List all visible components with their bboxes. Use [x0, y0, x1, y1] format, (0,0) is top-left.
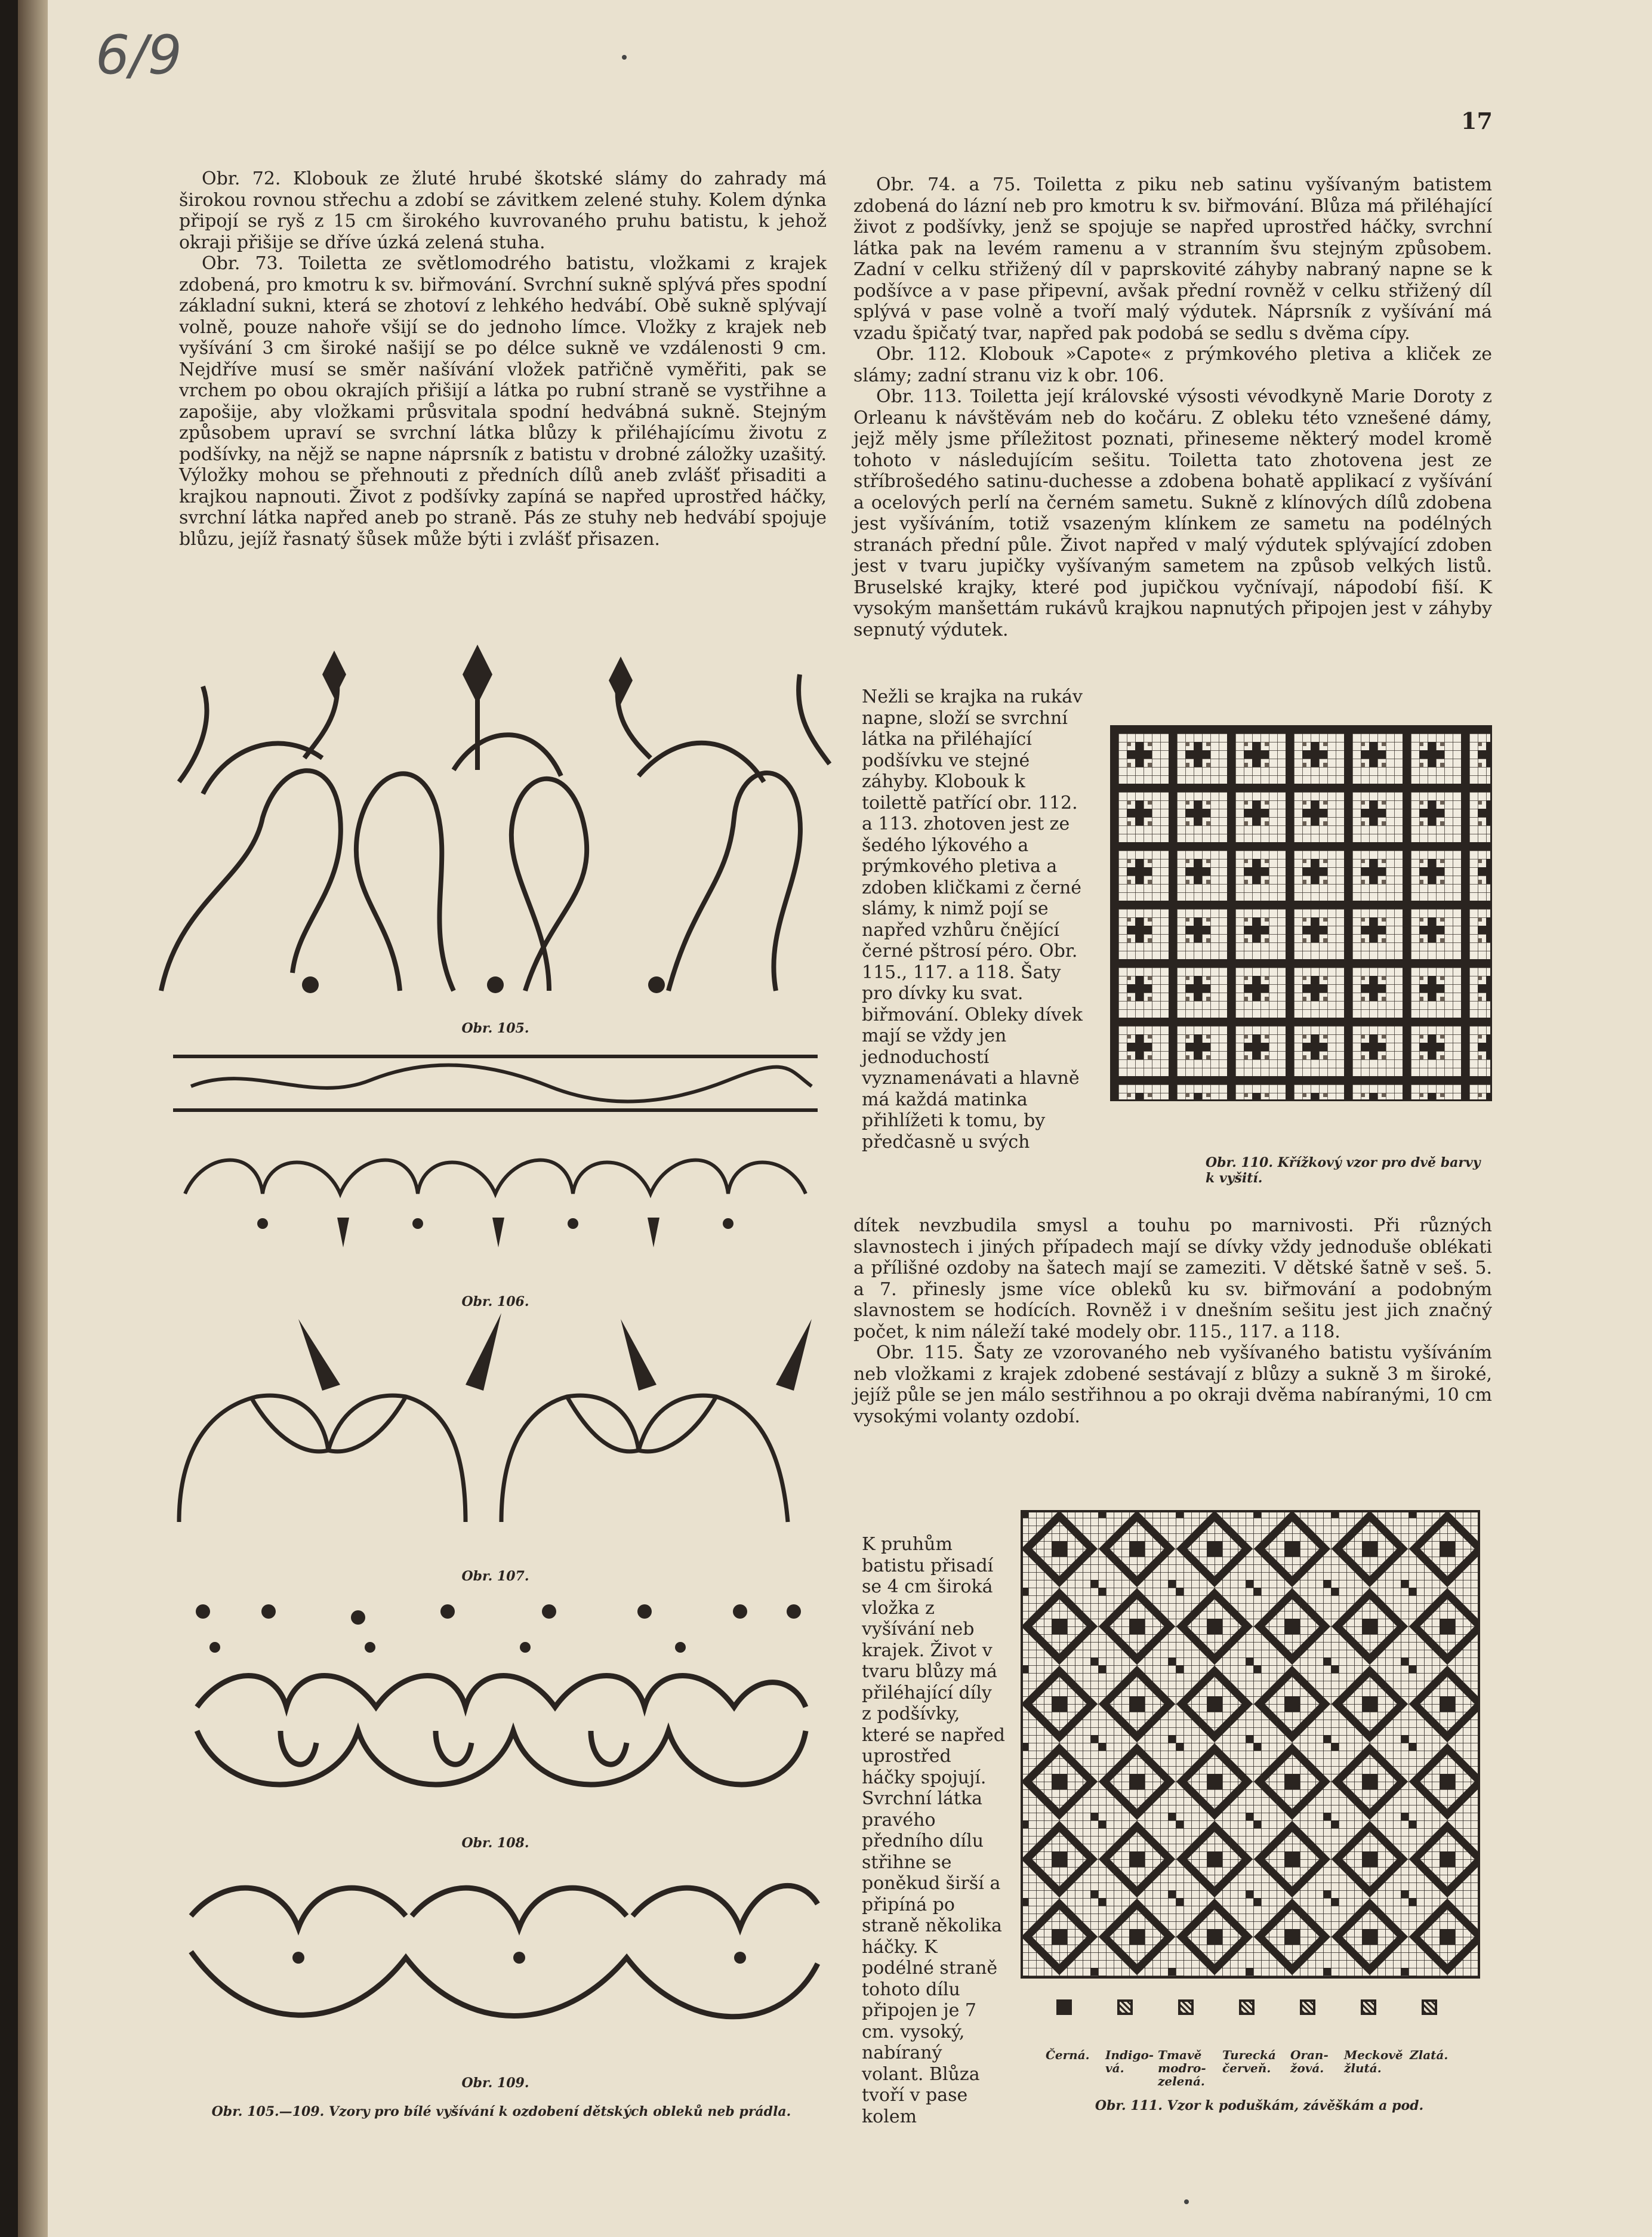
decorative-dot — [622, 55, 627, 60]
page-spine — [18, 0, 48, 2237]
page-number: 17 — [1461, 107, 1493, 134]
right-text-full-width — [853, 1215, 1492, 1427]
embroidery-pattern-fig107 — [167, 1307, 824, 1534]
legend-label-moss-yellow: Meckově žlutá. — [1344, 2048, 1403, 2075]
legend-symbol-orange — [1300, 1999, 1315, 2015]
left-text-column — [179, 168, 827, 550]
caption-fig111: Obr. 111. Vzor k poduškám, závěškám a pod. — [1095, 2098, 1424, 2113]
cross-stitch-pattern-fig110 — [1110, 725, 1492, 1101]
legend-symbol-indigo — [1117, 1999, 1133, 2015]
legend-label-gold: Zlatá. — [1410, 2048, 1448, 2062]
legend-label-black: Černá. — [1046, 2048, 1090, 2062]
legend-symbol-dark-blue-green — [1178, 1999, 1194, 2015]
paragraph-narrow-2: K pruhům batistu přisadí se 4 cm široká vložka z vyšívání neb krajek. Život v tvaru blůzy má přiléhající díly z podšívky, které se napřed uprostřed háčky spojují. Svrchní látka pravého předního dílu střihne se poněkud širší a připíná po straně několika háčky. K podélné straně tohoto dílu připojen je 7 cm. vysoký, nabíraný volant. Blůza tvoří v pase kolem — [862, 1534, 1006, 2127]
right-text-column-top — [853, 174, 1492, 640]
decorative-dot — [1184, 2199, 1189, 2204]
legend-symbol-moss-yellow — [1361, 1999, 1376, 2015]
paragraph-obr-74-75: Obr. 74. a 75. Toiletta z piku neb satinu vyšívaným batistem zdobená do lázní neb pro kmotru k sv. biřmování. Blůza má přiléhající život z podšívky, jenž se spojuje se napřed uprostřed háčky, svrchní látka pak na levém ramenu a v stranním švu stejným způsobem. Zadní v celku střižený díl v paprskovité záhyby nabraný napne se k podšívce a v pase připevní, avšak přední rovněž v celku střižený díl splývá v pase volně a tvoří malý výdutek. Náprsník z vyšívání má vzadu špičatý tvar, napřed pak podobá se sedlu s dvěma cípy. — [853, 174, 1492, 344]
paragraph-obr-72: Obr. 72. Klobouk ze žluté hrubé škotské slámy do zahrady má širokou rovnou střechu a zdobí se závitkem zelené stuhy. Kolem dýnka připojí se ryš z 15 cm širokého kuvrovaného pruhu batistu, k jehož okraji přišije se dříve úzká zelená stuha. — [179, 168, 827, 253]
caption-fig110: Obr. 110. Křížkový vzor pro dvě barvy k vyšití. — [1206, 1155, 1481, 1186]
embroidery-pattern-fig106 — [167, 1044, 824, 1259]
paragraph-obr-112: Obr. 112. Klobouk »Capote« z prýmkového pletiva a kliček ze slámy; zadní stranu viz k obr. 106. — [853, 344, 1492, 386]
narrow-text-column-2 — [862, 1534, 1005, 2127]
caption-fig105-109: Obr. 105.—109. Vzory pro bílé vyšívání k ozdobení dětských obleků neb prádla. — [211, 2104, 791, 2119]
embroidery-pattern-fig105 — [143, 639, 836, 1003]
legend-label-orange: Oran-žová. — [1290, 2048, 1329, 2075]
legend-label-indigo: Indigo-vá. — [1105, 2048, 1154, 2075]
caption-fig105: Obr. 105. — [461, 1021, 529, 1036]
narrow-text-column-1 — [862, 686, 1089, 1153]
cushion-pattern-fig111 — [1021, 1510, 1480, 1979]
caption-fig108: Obr. 108. — [461, 1835, 529, 1851]
paragraph-obr-73: Obr. 73. Toiletta ze světlomodrého batistu, vložkami z krajek zdobená, pro kmotru k sv. biřmování. Svrchní sukně splývá přes spodní základní sukni, která se zhotoví z lehkého hedvábí. Obě sukně splývají volně, pouze nahoře všijí se do jednoho límce. Vložky z krajek neb vyšívání 3 cm široké našijí se po délce sukně ve vzdálenosti 9 cm. Nejdříve musí se směr našívání vložek patřičně vyměřiti, pak se vrchem po obou okrajích přišijí a látka po rubní straně se vystřihne a zapošije, aby vložkami průsvitala spodní hedvábná sukně. Stejným způsobem upraví se svrchní látka blůzy k přiléhajícímu životu z podšívky, na nějž se napne náprsník z batistu v drobné záložky uzašitý. Výložky mohou se přehnouti z předních dílů aneb zvlášť přisaditi a krajkou napnouti. Život z podšívky zapíná se napřed uprostřed háčky, svrchní látka napřed aneb po straně. Pás ze stuhy neb hedvábí spojuje blůzu, jejíž řasnatý šůsek může býti i zvlášť přisazen. — [179, 253, 827, 550]
paragraph-narrow-1: Nežli se krajka na rukáv napne, složí se svrchní látka na přiléhající podšívku ve stejné záhyby. Klobouk k toilettě patřící obr. 112. a 113. zhotoven jest ze šedého lýkového a prýmkového pletiva a zdoben kličkami z černé slámy, k nimž pojí se napřed vzhůru čnějící černé pštrosí péro. Obr. 115., 117. a 118. Šaty pro dívky ku svat. biřmování. Obleky dívek mají se vždy jen jednoduchostí vyznamenávati a hlavně má každá matinka přihlížeti k tomu, by předčasně u svých — [862, 686, 1083, 1153]
legend-symbol-turkish-red — [1239, 1999, 1255, 2015]
legend-label-dark-blue-green: Tmavě modro-zelená. — [1158, 2048, 1206, 2088]
paragraph-obr-115: Obr. 115. Šaty ze vzorovaného neb vyšívaného batistu vyšíváním neb vložkami z krajek zdobené sestávají z blůzy a sukně 3 m široké, jejíž půle se jen málo sestřihnou a po okraji dvěma nabíranými, 10 cm vysokými volanty ozdobí. — [853, 1342, 1492, 1427]
embroidery-pattern-fig109 — [179, 1856, 824, 2053]
legend-symbol-gold — [1422, 1999, 1437, 2015]
caption-fig109: Obr. 109. — [461, 2075, 529, 2091]
paragraph-continuation: dítek nevzbudila smysl a touhu po marnivosti. Při různých slavnostech i jiných případech mají se dívky vždy jednoduše oblékati a přílišné ozdoby na šatech mají se zameziti. V dětské šatně v seš. 5. a 7. přinesly jsme více obleků ku sv. biřmování a podobným slavnostem se hodících. Rovněž i v dnešním sešitu jest jich značný počet, k nim náleží také modely obr. 115., 117. a 118. — [853, 1215, 1492, 1342]
paragraph-obr-113: Obr. 113. Toiletta její královské výsosti vévodkyně Marie Doroty z Orleanu k návštěvám neb do kočáru. Z obleku této vznešené dámy, jejž měly jsme příležitost poznati, přineseme některý model kromě tohoto v následujícím sešitu. Toiletta tato zhotovena jest ze stříbrošedého satinu-duchesse a zdobena bohatě applikací z vyšívání a ocelových perlí na černém sametu. Sukně z klínových dílů zdobena jest vyšíváním, totiž vsazeným klínkem ze sametu na podélných stranách přední půle. Život napřed v malý výdutek splývající zdoben jest v tvaru jupičky vyšívaným sametem na způsob velkých listů. Bruselské krajky, které pod jupičkou vyčnívají, nápodobí fiší. K vysokým manšettám rukávů krajkou napnutých připojen jest v záhyby sepnutý výdutek. — [853, 386, 1492, 640]
handwritten-note: 6/9 — [95, 24, 182, 87]
legend-label-turkish-red: Turecká červeň. — [1222, 2048, 1276, 2075]
legend-symbol-black — [1056, 1999, 1072, 2015]
caption-fig107: Obr. 107. — [461, 1569, 529, 1584]
caption-fig106: Obr. 106. — [461, 1294, 529, 1309]
magazine-page — [18, 0, 1652, 2237]
embroidery-pattern-fig108 — [191, 1600, 812, 1826]
